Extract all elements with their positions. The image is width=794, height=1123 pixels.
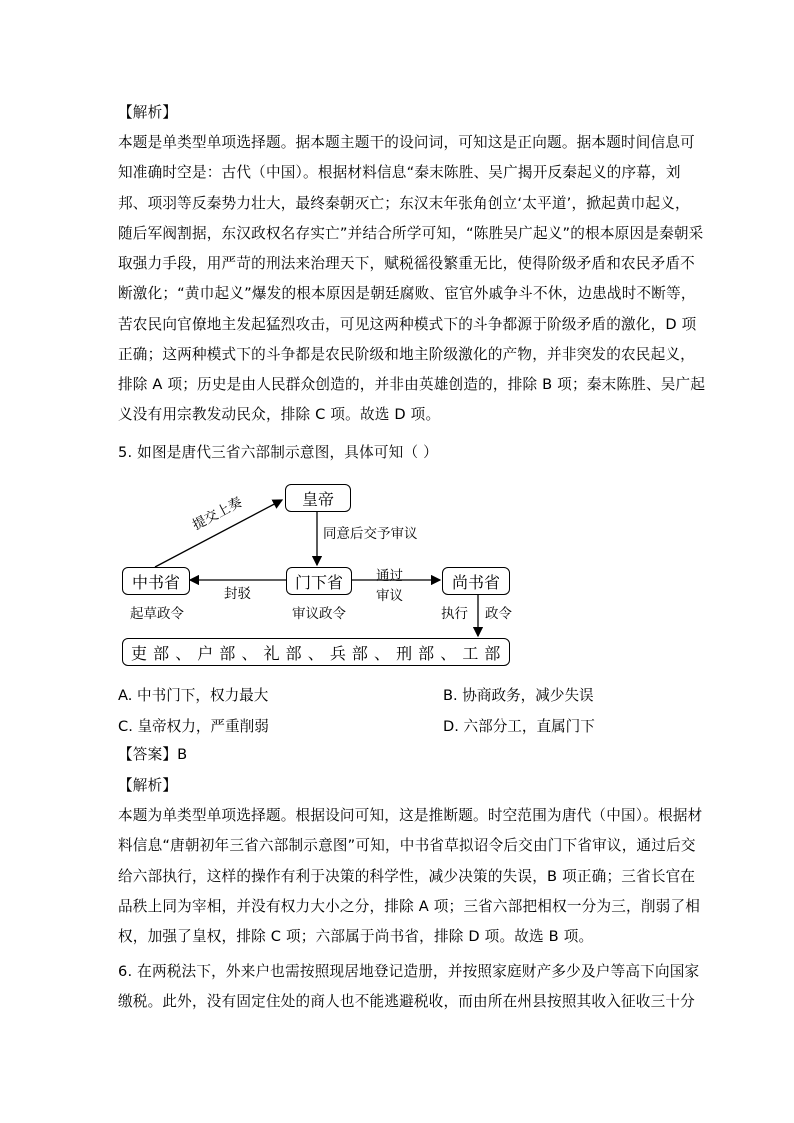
label-pass-2: 审议: [376, 588, 403, 604]
emperor-box: 皇帝: [285, 484, 351, 512]
question-6-line: 缴税。此外，没有固定住处的商人也不能逃避税收，而由所在州县按照其收入征收三十分: [118, 993, 695, 1010]
six-ministries-box: 吏 部 、 户 部 、 礼 部 、 兵 部 、 刑 部 、 工 部: [122, 638, 510, 666]
question-5-stem: 5. 如图是唐代三省六部制示意图，具体可知（ ）: [118, 444, 438, 461]
label-pass-1: 通过: [376, 568, 403, 584]
analysis-line: 料信息“唐朝初年三省六部制示意图”可知，中书省草拟诏令后交由门下省审议，通过后交: [118, 837, 696, 854]
analysis-heading: 【解析】: [118, 777, 178, 794]
answer-label: 【答案】B: [118, 746, 188, 763]
label-menxia-role: 审议政令: [292, 606, 346, 622]
option-a: A. 中书门下，权力最大: [118, 687, 269, 704]
analysis-line: 本题为单类型单项选择题。根据设问可知，这是推断题。时空范围为唐代（中国）。根据材: [118, 807, 703, 824]
analysis-line: 邦、项羽等反秦势力壮大，最终秦朝灭亡；东汉末年张角创立‘太平道’，掀起黄巾起义，: [118, 195, 690, 212]
analysis-line: 苦农民向官僚地主发起猛烈攻击，可见这两种模式下的斗争都源于阶级矛盾的激化，D 项: [118, 316, 697, 333]
analysis-line: 排除 A 项；历史是由人民群众创造的，并非由英雄创造的，排除 B 项；秦末陈胜、吴广起: [118, 376, 706, 393]
label-execute: 执行: [441, 606, 468, 622]
analysis-line: 正确；这两种模式下的斗争都是农民阶级和地主阶级激化的产物，并非突发的农民起义，: [118, 346, 695, 363]
option-b: B. 协商政务，减少失误: [443, 687, 594, 704]
label-submit: 提交上奏: [189, 494, 246, 534]
option-c: C. 皇帝权力，严重削弱: [118, 718, 269, 735]
analysis-line: 权，加强了皇权，排除 C 项；六部属于尚书省，排除 D 项。故选 B 项。: [118, 928, 594, 945]
label-zhongshu-role: 起草政令: [130, 606, 184, 622]
label-reject: 封驳: [224, 586, 251, 602]
question-6-line: 6. 在两税法下，外来户也需按照现居地登记造册，并按照家庭财产多少及户等高下向国家: [118, 963, 700, 980]
menxia-box: 门下省: [286, 567, 352, 595]
analysis-line: 断激化；“黄巾起义”爆发的根本原因是朝廷腐败、宦官外戚争斗不休，边患战时不断等，: [118, 285, 696, 302]
analysis-line: 取强力手段，用严苛的刑法来治理天下，赋税徭役繁重无比，使得阶级矛盾和农民矛盾不: [118, 255, 695, 272]
zhongshu-box: 中书省: [122, 567, 190, 595]
label-order: 政令: [485, 606, 512, 622]
analysis-line: 义没有用宗教发动民众，排除 C 项。故选 D 项。: [118, 406, 441, 423]
option-d: D. 六部分工，直属门下: [443, 718, 595, 735]
analysis-line: 本题是单类型单项选择题。据本题主题干的设问词，可知这是正向题。据本题时间信息可: [118, 134, 695, 151]
label-approve: 同意后交予审议: [323, 526, 418, 542]
shangshu-box: 尚书省: [442, 567, 510, 595]
analysis-heading: 【解析】: [118, 104, 178, 121]
analysis-line: 给六部执行，这样的操作有利于决策的科学性，减少决策的失误，B 项正确；三省长官在: [118, 868, 696, 885]
three-departments-diagram: [110, 478, 530, 674]
analysis-line: 随后军阀割据，东汉政权名存实亡”并结合所学可知，“陈胜吴广起义”的根本原因是秦朝采: [118, 225, 704, 242]
analysis-line: 品秩上同为宰相，并没有权力大小之分，排除 A 项；三省六部把相权一分为三，削弱了相: [118, 898, 701, 915]
analysis-line: 知准确时空是：古代（中国）。根据材料信息“秦末陈胜、吴广揭开反秦起义的序幕，刘: [118, 164, 681, 181]
